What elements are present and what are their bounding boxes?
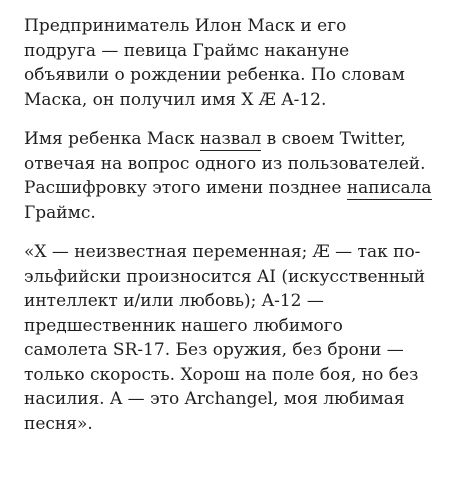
text-fragment: Расшифровку этого имени позднее: [24, 178, 347, 198]
text-line: отвечая на вопрос одного из пользователей.: [24, 153, 426, 174]
text-line: Предприниматель Илон Маск и его: [24, 16, 347, 36]
paragraph-quote: [24, 240, 464, 436]
text-fragment: в своем Twitter,: [261, 129, 406, 149]
text-line: предшественник нашего любимого: [24, 315, 343, 336]
text-line: [24, 176, 464, 201]
text-line: интеллект и/или любовь); A-12 —: [24, 291, 324, 311]
link-wrote[interactable]: написала: [346, 178, 432, 198]
text-line: эльфийски произносится AI (искусственный: [24, 266, 426, 287]
text-line: песня».: [24, 413, 93, 434]
text-line: подруга — певица Граймс накануне: [24, 40, 350, 61]
text-line: самолета SR-17. Без оружия, без брони —: [24, 340, 404, 360]
paragraph-announcement: [24, 14, 464, 112]
text-line: объявили о рождении ребенка. По словам: [24, 65, 405, 85]
link-named[interactable]: назвал: [200, 129, 262, 149]
text-line: насилия. A — это Archangel, моя любимая: [24, 389, 405, 409]
article-body: [24, 14, 464, 451]
text-line: Граймс.: [24, 202, 96, 223]
text-line: только скорость. Хорош на поле боя, но без: [24, 364, 419, 385]
text-line: «X — неизвестная переменная; Æ — так по-: [24, 242, 421, 262]
text-fragment: Имя ребенка Маск: [24, 129, 201, 149]
paragraph-twitter: [24, 127, 464, 225]
text-line: Маска, он получил имя X Æ A-12.: [24, 89, 327, 110]
text-line: [24, 127, 464, 152]
